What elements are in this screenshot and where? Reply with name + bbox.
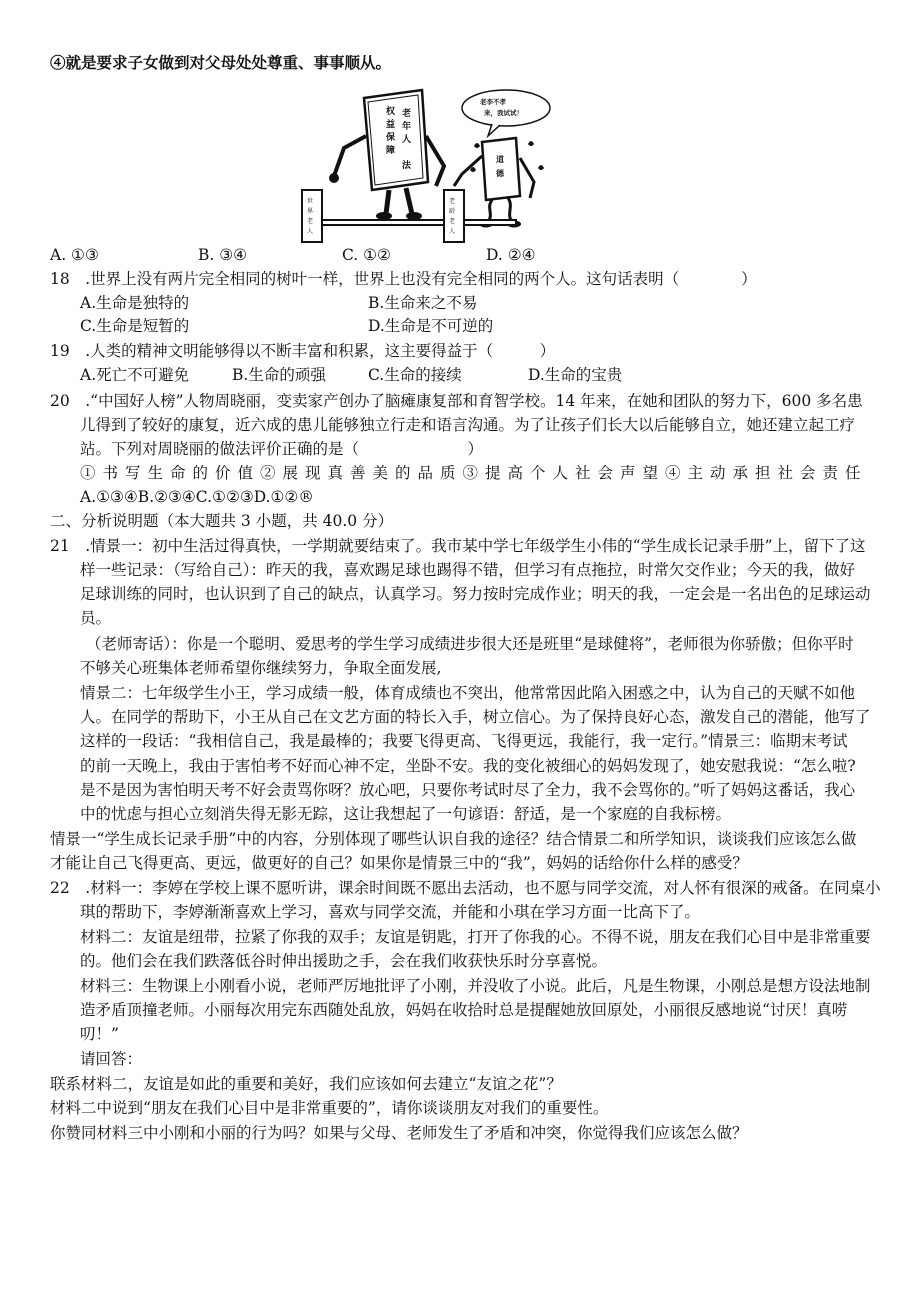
q22-line: 材料三：生物课上小刚看小说，老师严厉地批评了小刚，并没收了小说。此后，凡是生物课，小刚总是想方设法地制 <box>80 977 871 995</box>
q21-line: （老师寄话）：你是一个聪明、爱思考的学生学习成绩进步很大还是班里“是球健将”，老师很为你骄傲；但你平时 <box>86 635 854 653</box>
q17-option-d: D. ②④ <box>486 246 536 264</box>
q17-option-a: A. ①③ <box>50 246 99 264</box>
svg-text:老: 老 <box>449 198 456 205</box>
q20-line: 20 .“中国好人榜”人物周晓丽，变卖家产创办了脑瘫康复部和育智学校。14 年来，在她和团队的努力下，600 多名患 <box>50 392 863 410</box>
q17-option-c: C. ①② <box>342 246 391 264</box>
section-header: 二、分析说明题（本大题共 3 小题，共 40.0 分） <box>50 512 394 530</box>
svg-text:人: 人 <box>307 228 314 235</box>
svg-text:来，我试试！: 来，我试试！ <box>484 109 523 117</box>
q22-line: 琪的帮助下，李婷渐渐喜欢上学习，喜欢与同学交流，并能和小琪在学习方面一比高下了。 <box>80 903 701 921</box>
svg-text:益: 益 <box>386 120 396 130</box>
svg-text:德: 德 <box>496 169 504 178</box>
svg-text:老李不孝: 老李不孝 <box>480 98 506 106</box>
q22-line: 造矛盾顶撞老师。小丽每次用完东西随处乱放，妈妈在收拾时总是提醒她放回原处，小丽很反感地说“讨厌！真唠 <box>80 1001 848 1019</box>
svg-text:道: 道 <box>496 155 504 164</box>
morality-sign <box>482 138 520 200</box>
q18-stem: 18 .世界上没有两片完全相同的树叶一样，世界上也没有完全相同的两个人。这句话表明（ ） <box>50 270 757 288</box>
svg-text:老: 老 <box>402 109 412 119</box>
q21-question: 才能让自己飞得更高、更远，做更好的自己？如果你是情景三中的“我”，妈妈的话给你什么样的感受？ <box>50 854 748 872</box>
q22-prompt: 请回答： <box>80 1050 143 1068</box>
q18-option-b: B.生命来之不易 <box>368 294 478 312</box>
svg-text:人: 人 <box>402 135 412 145</box>
q17-option-b: B. ③④ <box>198 246 248 264</box>
q18-option-d: D.生命是不可逆的 <box>368 317 494 335</box>
q19-option-b: B.生命的顽强 <box>232 366 326 384</box>
q20-statements: ①书写生命的价值②展现真善美的品质③提高个人社会声望④主动承担社会责任 <box>80 464 868 482</box>
q21-line: 足球训练的同时，也认识到了自己的缺点，认真学习。努力按时完成作业；明天的我，一定会是一名出色的足球运动 <box>80 585 871 603</box>
q22-line: 22 .材料一：李婷在学校上课不愿听讲，课余时间既不愿出去活动，也不愿与同学交流，对人怀有很深的戒备。在同桌小 <box>50 879 881 897</box>
law-sign <box>364 90 428 190</box>
q21-line: 是不是因为害怕明天考不好会责骂你呀？放心吧，只要你考试时尽了全力，我不会骂你的。”听了妈妈这番话，我心 <box>80 781 856 799</box>
q21-line: 中的忧虑与担心立刻消失得无影无踪，这让我想起了一句谚语：舒适，是一个家庭的自我标榜。 <box>80 805 732 823</box>
q19-option-a: A.死亡不可避免 <box>80 366 190 384</box>
q22-line: 材料二：友谊是纽带，拉紧了你我的双手；友谊是钥匙，打开了你我的心。不得不说，朋友在我们心目中是非常重要 <box>80 928 871 946</box>
q21-line: 21 .情景一：初中生活过得真快，一学期就要结束了。我市某中学七年级学生小伟的“学生成长记录手册”上，留下了这 <box>50 537 866 555</box>
q21-line: 人。在同学的帮助下，小王从自己在文艺方面的特长入手，树立信心。为了保持良好心态，激发自己的潜能，他写了 <box>80 708 871 726</box>
q19-option-d: D.生命的宝贵 <box>528 366 623 384</box>
q21-line: 情景二：七年级学生小王，学习成绩一般，体育成绩也不突出，他常常因此陷入困惑之中，认为自己的天赋不如他 <box>80 684 856 702</box>
svg-text:界: 界 <box>307 208 314 215</box>
cartoon-illustration <box>294 86 556 246</box>
q19-option-c: C.生命的接续 <box>368 366 462 384</box>
statement-4: ④就是要求子女做到对父母处处尊重、事事顺从。 <box>50 53 392 72</box>
svg-text:法: 法 <box>402 161 412 171</box>
q19-stem: 19 .人类的精神文明能够得以不断丰富和积累，这主要得益于（ ） <box>50 342 556 360</box>
svg-text:障: 障 <box>386 146 396 156</box>
q20-line: 站。下列对周晓丽的做法评价正确的是（ ） <box>80 440 484 458</box>
plate-left <box>302 190 322 242</box>
svg-text:年: 年 <box>402 122 412 132</box>
q18-option-a: A.生命是独特的 <box>80 294 190 312</box>
q20-line: 儿得到了较好的康复，近六成的患儿能够独立行走和语言沟通。为了让孩子们长大以后能够自立，她还建立起工疗 <box>80 416 856 434</box>
plate-right <box>444 190 464 242</box>
svg-text:龄: 龄 <box>449 208 456 215</box>
q22-line: 叨！” <box>80 1025 119 1043</box>
q22-question: 材料二中说到“朋友在我们心目中是非常重要的”，请你谈谈朋友对我们的重要性。 <box>50 1099 609 1117</box>
q21-line: 员。 <box>80 609 112 627</box>
q22-question: 联系材料二，友谊是如此的重要和美好，我们应该如何去建立“友谊之花”？ <box>50 1075 562 1093</box>
q22-line: 的。他们会在我们跌落低谷时伸出援助之手，会在我们收获快乐时分享喜悦。 <box>80 952 608 970</box>
q21-line: 这样的一段话：“我相信自己，我是最棒的；我要飞得更高、飞得更远，我能行，我一定行。”情景三：临期末考试 <box>80 732 848 750</box>
q21-line: 样一些记录：（写给自己）：昨天的我，喜欢踢足球也踢得不错，但学习有点拖拉，时常欠交作业；今天的我，做好 <box>80 561 856 579</box>
q20-options: A.①③④B.②③④C.①②③D.①②® <box>80 488 314 506</box>
q22-question: 你赞同材料三中小刚和小丽的行为吗？如果与父母、老师发生了矛盾和冲突，你觉得我们应该怎么做？ <box>50 1124 748 1142</box>
q18-option-c: C.生命是短暂的 <box>80 317 190 335</box>
svg-text:老: 老 <box>449 218 456 225</box>
svg-text:保: 保 <box>386 133 396 143</box>
svg-text:老: 老 <box>307 218 314 225</box>
svg-text:权: 权 <box>386 107 396 117</box>
q21-line: 的前一天晚上，我由于害怕考不好而心神不定，坐卧不安。我的变化被细心的妈妈发现了，她安慰我说：“怎么啦? <box>80 757 856 775</box>
svg-text:人: 人 <box>449 228 456 235</box>
q21-question: 情景一“学生成长记录手册”中的内容，分别体现了哪些认识自我的途径？结合情景二和所学知识，谈谈我们应该怎么做 <box>50 830 857 848</box>
q21-line: 不够关心班集体老师希望你继续努力，争取全面发展, <box>80 659 442 677</box>
speech-bubble <box>462 90 550 136</box>
svg-text:世: 世 <box>307 198 314 205</box>
